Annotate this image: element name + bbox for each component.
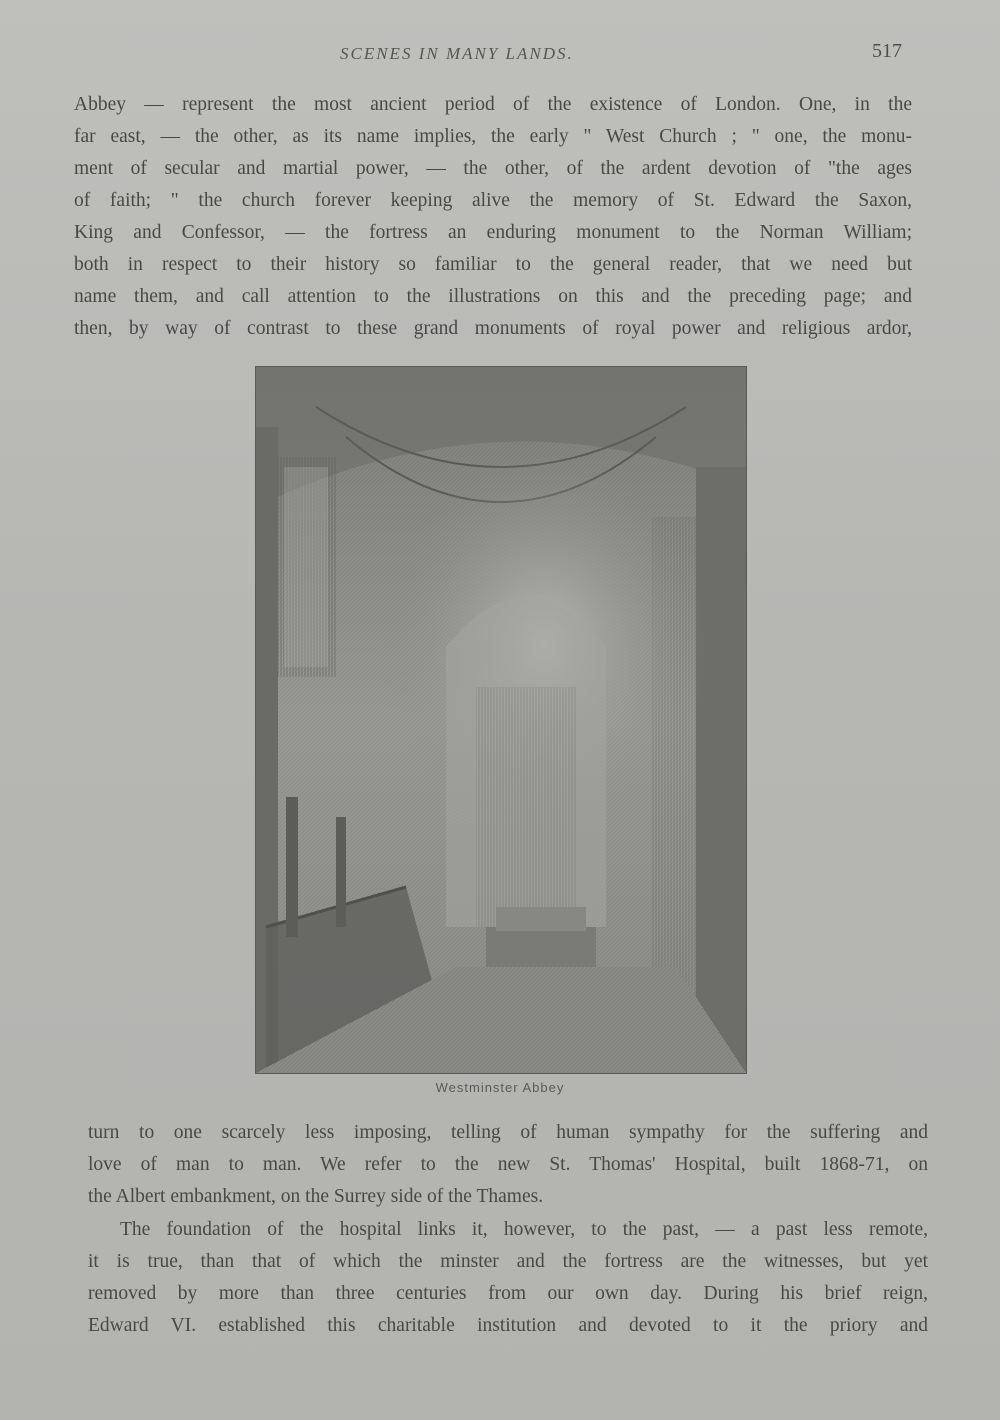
page-header [0,40,1000,70]
text-line: ment of secular and martial power, — the other, of the ardent devotion of "the ages [74,158,912,179]
text-line: then, by way of contrast to these grand monuments of royal power and religious ardor, [74,318,912,339]
page-number: 517 [872,40,902,62]
engraving-image [256,367,746,1073]
paragraph-2 [88,1117,928,1213]
text-line: name them, and call attention to the illustrations on this and the preceding page; and [74,286,912,307]
text-line: removed by more than three centuries from our own day. During his brief reign, [88,1283,928,1304]
text-line: love of man to man. We refer to the new St. Thomas' Hospital, built 1868-71, on [88,1154,928,1175]
paragraph-3 [88,1214,928,1342]
text-line: King and Confessor, — the fortress an enduring monument to the Norman William; [74,222,912,243]
paragraph-1 [74,89,912,345]
engraving-illustration [255,366,747,1074]
running-head: SCENES IN MANY LANDS. [340,44,574,63]
text-line: far east, — the other, as its name implies, the early " West Church ; " one, the monu- [74,126,912,147]
text-line: it is true, than that of which the minster and the fortress are the witnesses, but yet [88,1251,928,1272]
text-line: both in respect to their history so familiar to the general reader, that we need but [74,254,912,275]
text-line: the Albert embankment, on the Surrey side of the Thames. [88,1186,544,1207]
text-line: of faith; " the church forever keeping alive the memory of St. Edward the Saxon, [74,190,912,211]
figure-caption: Westminster Abbey [435,1080,565,1095]
text-line: Edward VI. established this charitable institution and devoted to it the priory and [88,1315,928,1336]
text-line: The foundation of the hospital links it, however, to the past, — a past less remote, [120,1219,928,1240]
text-line: Abbey — represent the most ancient period of the existence of London. One, in the [74,94,912,115]
text-line: turn to one scarcely less imposing, telling of human sympathy for the suffering and [88,1122,928,1143]
